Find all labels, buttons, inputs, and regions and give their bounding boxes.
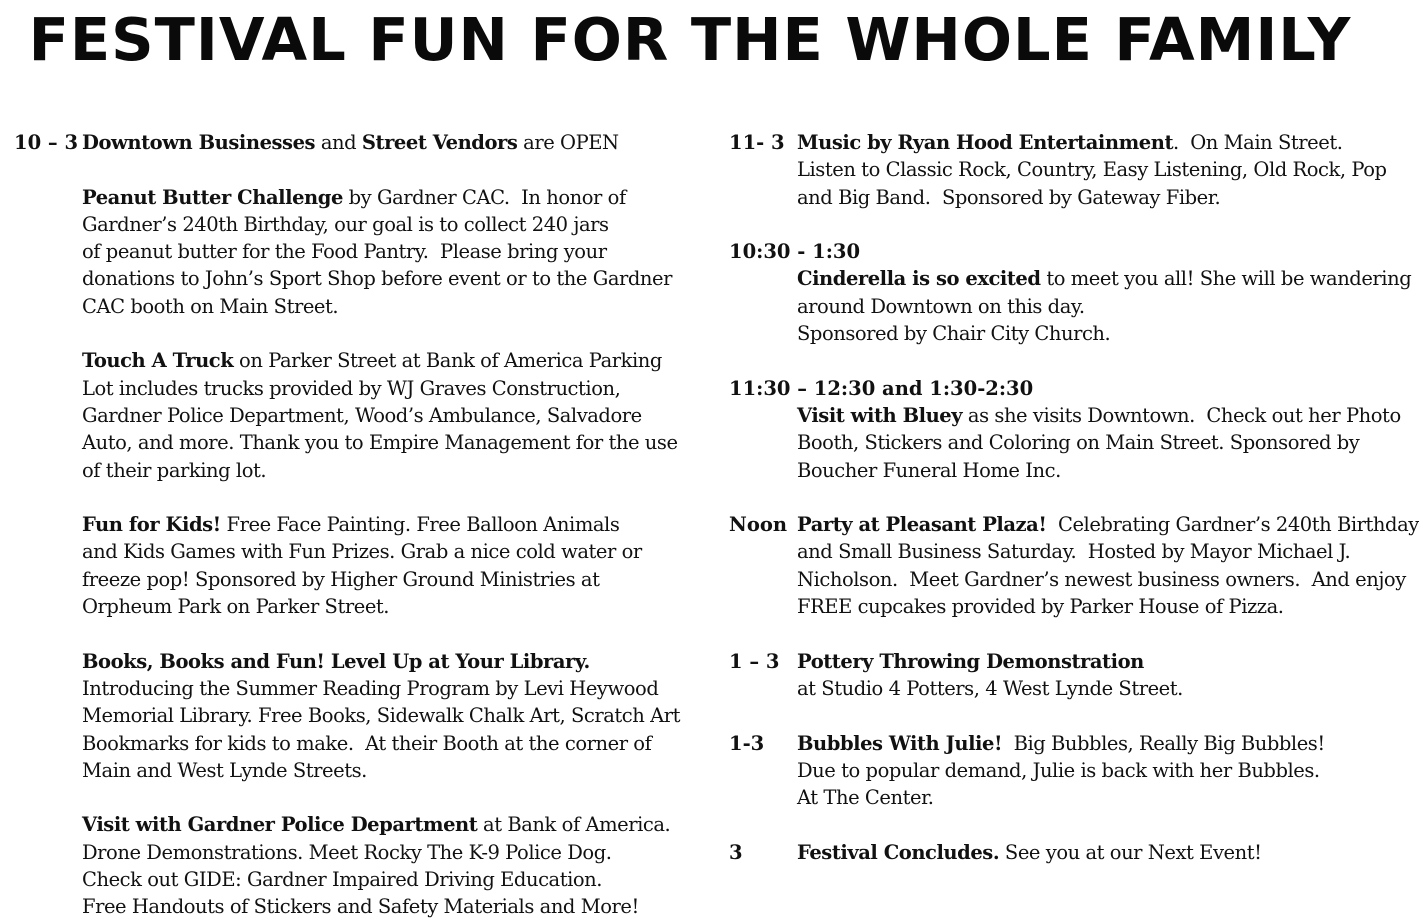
entry-line [797,839,1374,866]
entry-text: are OPEN [517,131,619,154]
entry-time: 11- 3 [729,131,785,154]
entry-highlight: Music by Ryan Hood Entertainment [797,131,1173,154]
entry-time: 10 – 3 [14,131,79,154]
entry-text: and [315,131,362,154]
entry-text: Auto, and more. Thank you to Empire Management for the use [82,431,678,455]
entry-line [82,265,674,292]
entry-line [82,375,674,402]
entry-line [797,156,1387,183]
entry-spacer [729,702,1374,729]
schedule-entry [14,648,680,784]
entry-time: 1-3 [729,731,765,755]
entry-text: FREE cupcakes provided by Parker House of Pizza. [797,595,1284,619]
entry-description [797,129,1387,211]
entry-spacer [729,347,1374,374]
schedule-entry [729,129,1387,211]
entry-text: Nicholson. Meet Gardner’s newest business owners. And enjoy [797,567,1406,591]
entry-spacer [729,484,1374,511]
entry-text: of peanut butter for the Food Pantry. Please bring your [82,240,607,264]
entry-text: Listen to Classic Rock, Country, Easy Listening, Old Rock, Pop [797,158,1387,182]
entry-line [797,129,1374,156]
entry-description [797,839,1374,866]
entry-text: Drone Demonstrations. Meet Rocky The K-9 Police Dog. [82,840,612,864]
schedule-entry [729,375,1401,484]
entry-line [82,648,674,675]
entry-highlight: Cinderella is so excited [797,267,1041,291]
entry-highlight: Pottery Throwing Demonstration [797,649,1144,673]
schedule-entry [729,238,1412,347]
entry-line [797,265,1412,292]
schedule-entry [14,184,674,320]
entry-text: and Small Business Saturday. Hosted by Mayor Michael J. [797,540,1351,564]
entry-spacer [14,784,674,811]
entry-description [82,184,674,320]
entry-text: Boucher Funeral Home Inc. [797,458,1061,482]
entry-line [82,347,674,374]
entry-highlight: Party at Pleasant Plaza! [797,513,1047,537]
entry-text: Lot includes trucks provided by WJ Graves Construction, [82,376,621,400]
entry-spacer [729,211,1374,238]
entry-text: around Downtown on this day. [797,294,1085,318]
entry-text: as she visits Downtown. Check out her Photo [962,403,1401,427]
entry-line [82,675,674,702]
entry-spacer [14,320,674,347]
entry-text: Booth, Stickers and Coloring on Main Street. Sponsored by [797,431,1360,455]
entry-line [797,593,1374,620]
entry-highlight: Books, Books and Fun! Level Up at Your Library. [82,649,590,673]
entry-text: Orpheum Park on Parker Street. [82,595,390,619]
schedule-entry [729,648,1374,703]
entry-line [797,320,1374,347]
entry-highlight: Festival Concludes. [797,840,1000,864]
entry-spacer [729,811,1374,838]
entry-highlight: Touch A Truck [82,349,234,373]
entry-line [82,129,674,156]
entry-text: at Bank of America. [477,813,671,837]
entry-text: . On Main Street. [1173,131,1343,154]
page-title: FESTIVAL FUN FOR THE WHOLE FAMILY [28,5,1352,74]
entry-text: Check out GIDE: Gardner Impaired Driving Education. [82,868,603,892]
entry-line [797,429,1374,456]
entry-line [82,839,674,866]
entry-highlight: Peanut Butter Challenge [82,185,343,209]
schedule-left-column [14,129,680,921]
entry-line [797,566,1406,593]
entry-spacer [14,156,674,183]
entry-line [797,293,1374,320]
entry-description [797,730,1374,812]
entry-description [82,347,678,483]
schedule-entry [14,129,674,156]
entry-text: by Gardner CAC. In honor of [342,185,626,209]
entry-text: Big Bubbles, Really Big Bubbles! [1002,731,1325,755]
schedule-right-column [729,129,1419,866]
entry-line [797,538,1374,565]
entry-text: Free Handouts of Stickers and Safety Materials and More! [82,895,639,919]
entry-text: at Studio 4 Potters, 4 West Lynde Street. [797,676,1183,700]
entry-text: Sponsored by Chair City Church. [797,322,1111,346]
entry-text: CAC booth on Main Street. [82,294,339,318]
entry-line [797,675,1374,702]
entry-text: See you at our Next Event! [999,840,1262,864]
entry-text: At The Center. [797,786,934,810]
entry-line [797,757,1374,784]
entry-description [82,129,674,156]
entry-text: on Parker Street at Bank of America Parking [233,349,662,373]
entry-line [82,184,674,211]
entry-highlight: Street Vendors [361,131,518,154]
entry-description [797,648,1374,703]
entry-text: to meet you all! She will be wandering [1040,267,1412,291]
schedule-entry [14,811,674,920]
entry-highlight: Visit with Gardner Police Department [82,813,478,837]
entry-time: 3 [729,840,743,864]
entry-description [82,811,674,920]
entry-line [82,429,678,456]
entry-spacer [729,620,1374,647]
entry-description [797,511,1419,620]
entry-line [82,238,674,265]
entry-line [797,730,1374,757]
entry-highlight: Downtown Businesses [82,131,316,154]
entry-line [797,402,1401,429]
entry-description [82,648,680,784]
entry-line [82,811,674,838]
entry-text: Memorial Library. Free Books, Sidewalk Chalk Art, Scratch Art [82,704,680,728]
schedule-entry [729,839,1374,866]
entry-text: Gardner Police Department, Wood’s Ambulance, Salvadore [82,403,642,427]
entry-time: Noon [729,513,788,537]
entry-description [797,402,1401,484]
entry-line [82,593,674,620]
entry-line [82,566,674,593]
entry-text: donations to John’s Sport Shop before event or to the Gardner [82,267,672,291]
entry-time: 10:30 - 1:30 [729,240,861,264]
schedule-entry [14,347,678,483]
entry-line [797,511,1419,538]
entry-line [82,511,674,538]
entry-line [797,457,1374,484]
entry-text: freeze pop! Sponsored by Higher Ground Ministries at [82,567,600,591]
entry-description [82,511,674,620]
entry-highlight: Visit with Bluey [797,403,963,427]
entry-text: Free Face Painting. Free Balloon Animals [220,513,620,537]
entry-line [82,702,680,729]
entry-spacer [14,620,674,647]
entry-time: 1 – 3 [729,649,780,673]
entry-text: of their parking lot. [82,458,267,482]
entry-description [797,265,1412,347]
entry-text: and Kids Games with Fun Prizes. Grab a nice cold water or [82,540,642,564]
entry-spacer [14,484,674,511]
entry-text: Gardner’s 240th Birthday, our goal is to collect 240 jars [82,212,609,236]
entry-text: and Big Band. Sponsored by Gateway Fiber. [797,185,1221,209]
entry-highlight: Bubbles With Julie! [797,731,1003,755]
entry-line [82,866,674,893]
schedule-entry [729,511,1419,620]
entry-line [82,457,674,484]
entry-text: Main and West Lynde Streets. [82,758,367,782]
entry-line [82,293,674,320]
entry-time: 11:30 – 12:30 and 1:30-2:30 [729,376,1034,400]
entry-line [82,211,674,238]
entry-line [82,402,674,429]
entry-line [797,784,1374,811]
entry-text: Due to popular demand, Julie is back with her Bubbles. [797,758,1320,782]
entry-text: Introducing the Summer Reading Program by Levi Heywood [82,676,659,700]
entry-line [797,184,1374,211]
entry-line [82,893,674,920]
entry-text: Bookmarks for kids to make. At their Booth at the corner of [82,731,652,755]
schedule-entry [729,730,1374,812]
entry-line [82,757,674,784]
entry-line [82,538,674,565]
schedule-entry [14,511,674,620]
entry-line [797,648,1374,675]
entry-text: Celebrating Gardner’s 240th Birthday [1046,513,1419,537]
entry-line [82,730,674,757]
entry-highlight: Fun for Kids! [82,513,221,537]
